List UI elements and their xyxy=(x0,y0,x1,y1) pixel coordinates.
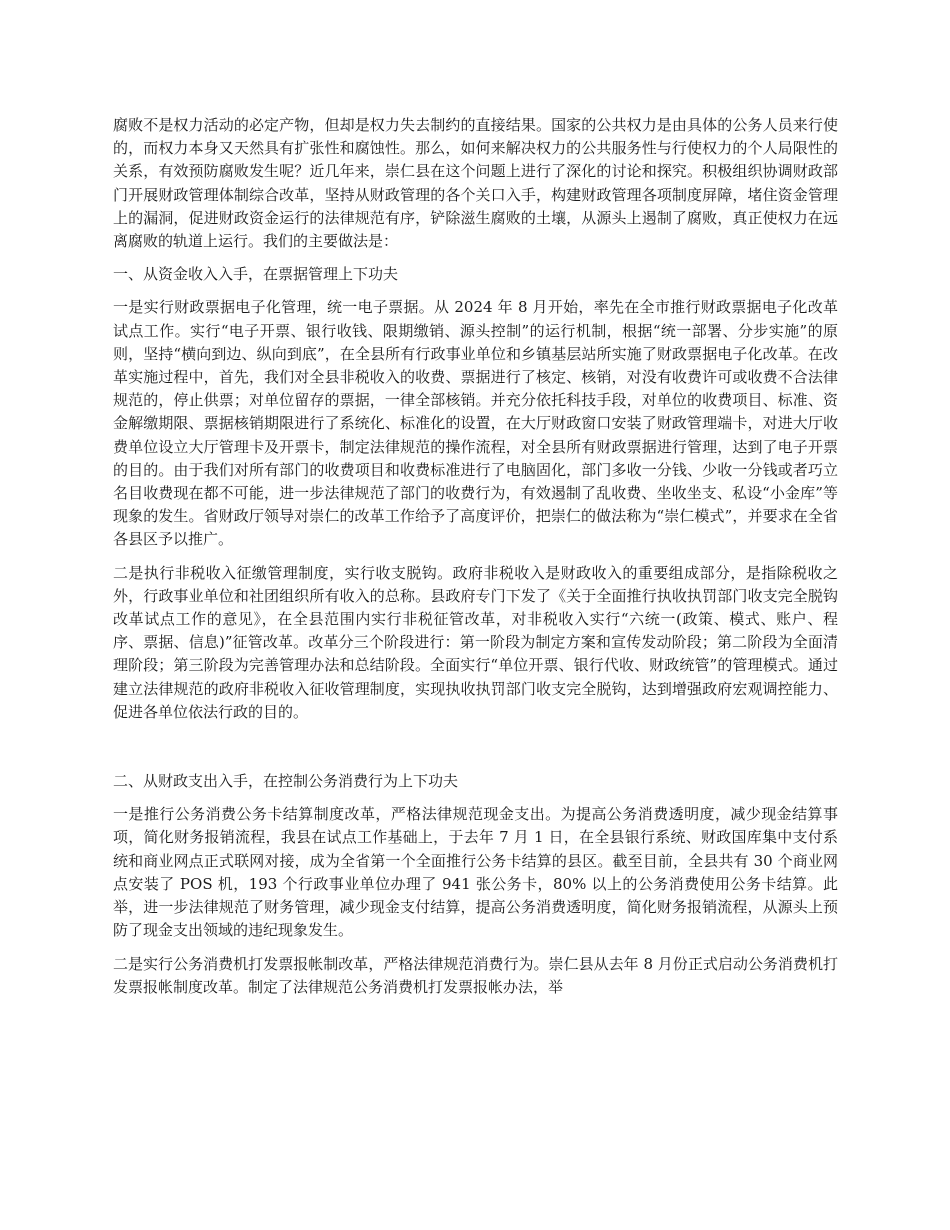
paragraph-non-tax-revenue: 二是执行非税收入征缴管理制度，实行收支脱钩。政府非税收入是财政收入的重要组成部分，是指除税收之外，行政事业单位和社团组织所有收入的总称。县政府专门下发了《关于全面推行执收执罚部门收支完全脱钩改革试点工作的意见》，在全县范围内实行非税征管改革，对非税收入实行“六统一(政策、模式、账户、程序、票据、信息)”征管改革。改革分三个阶段进行：第一阶段为制定方案和宣传发动阶段；第二阶段为全面清理阶段；第三阶段为完善管理办法和总结阶段。全面实行“单位开票、银行代收、财政统管”的管理模式。通过建立法律规范的政府非税收入征收管理制度，实现执收执罚部门收支完全脱钩，达到增强政府宏观调控能力、促进各单位依法行政的目的。 xyxy=(113,563,838,721)
section-heading-expenditure: 二、从财政支出入手，在控制公务消费行为上下功夫 xyxy=(113,772,459,791)
section-heading-income: 一、从资金收入入手，在票据管理上下功夫 xyxy=(113,265,399,284)
section-spacer xyxy=(113,734,838,770)
paragraph-official-card: 一是推行公务消费公务卡结算制度改革，严格法律规范现金支出。为提高公务消费透明度，减少现金结算事项，简化财务报销流程，我县在试点工作基础上，于去年 7 月 1 日，在全县银行系统、财政国库集中支付系统和商业网点正式联网对接，成为全省第一个全面推行公务卡结算的县区。截至目前，全县共有 30 个商业网点安装了 POS 机，193 个行政事业单位办理了 941 张公务卡，80% 以上的公务消费使用公务卡结算。此举，进一步法律规范了财务管理，减少现金支付结算，提高公务消费透明度，简化财务报销流程，从源头上预防了现金支出领域的违纪现象发生。 xyxy=(113,805,838,940)
paragraph-machine-invoice: 二是实行公务消费机打发票报帐制改革，严格法律规范消费行为。崇仁县从去年 8 月份正式启动公务消费机打发票报帐制度改革。制定了法律规范公务消费机打发票报帐办法，举 xyxy=(113,954,838,996)
intro-paragraph: 腐败不是权力活动的必定产物，但却是权力失去制约的直接结果。国家的公共权力是由具体的公务人员来行使的，而权力本身又天然具有扩张性和腐蚀性。那么，如何来解决权力的公共服务性与行使权力的个人局限性的关系，有效预防腐败发生呢？近几年来，崇仁县在这个问题上进行了深化的讨论和探究。积极组织协调财政部门开展财政管理体制综合改革，坚持从财政管理的各个关口入手，构建财政管理各项制度屏障，堵住资金管理上的漏洞，促进财政资金运行的法律规范有序，铲除滋生腐败的土壤，从源头上遏制了腐败，真正使权力在远离腐败的轨道上运行。我们的主要做法是： xyxy=(113,116,838,251)
document-page xyxy=(113,114,838,1009)
paragraph-electronic-bills: 一是实行财政票据电子化管理，统一电子票据。从 2024 年 8 月开始，率先在全市推行财政票据电子化改革试点工作。实行“电子开票、银行收钱、限期缴销、源头控制”的运行机制，根据“统一部署、分步实施”的原则，坚持“横向到边、纵向到底”，在全县所有行政事业单位和乡镇基层站所实施了财政票据电子化改革。在改革实施过程中，首先，我们对全县非税收入的收费、票据进行了核定、核销，对没有收费许可或收费不合法律规范的，停止供票；对单位留存的票据，一律全部核销。并充分依托科技手段，对单位的收费项目、标准、资金解缴期限、票据核销期限进行了系统化、标准化的设置，在大厅财政窗口安装了财政管理端卡，对进大厅收费单位设立大厅管理卡及开票卡，制定法律规范的操作流程，对全县所有财政票据进行管理，达到了电子开票的目的。由于我们对所有部门的收费项目和收费标准进行了电脑固化，部门多收一分钱、少收一分钱或者巧立名目收费现在都不可能，进一步法律规范了部门的收费行为，有效遏制了乱收费、坐收坐支、私设“小金库”等现象的发生。省财政厅领导对崇仁的改革工作给予了高度评价，把崇仁的做法称为“崇仁模式”，并要求在全省各县区予以推广。 xyxy=(113,298,838,549)
